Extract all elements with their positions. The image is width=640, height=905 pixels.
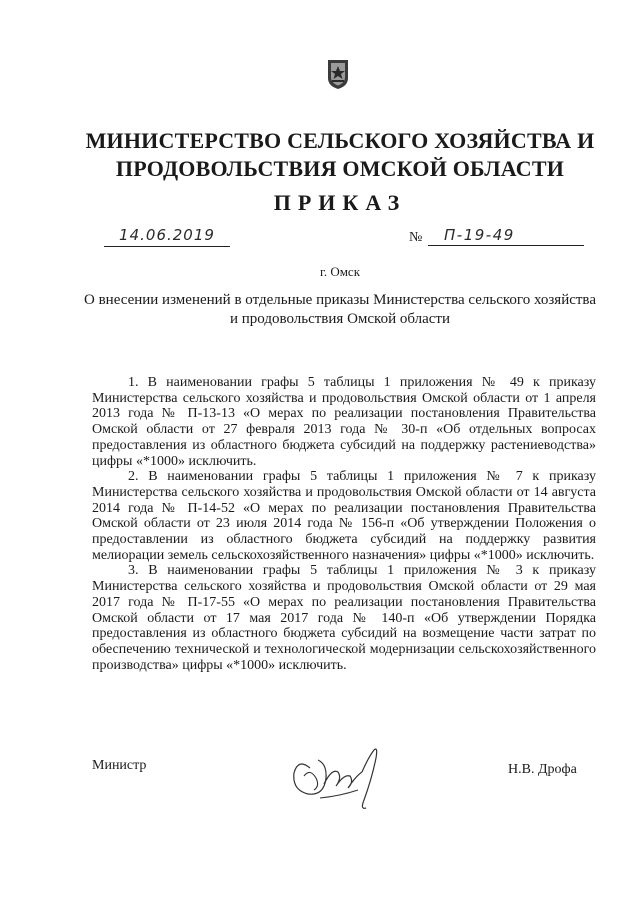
paragraph-3: 3. В наименовании графы 5 таблицы 1 приложения № 3 к приказу Министерства сельского хозяйства и продовольствия Омской области от 29 мая 2017 года № П-17-55 «О мерах по реализации постановления Правительства Омской области от 17 мая 2017 года № 140-п «Об утверждении Порядка предоставления из областного бюджета субсидий на возмещение части затрат по обеспечению технической и технологической модернизации сельскохозяйственного производства» цифры «*1000» исключить.: [92, 563, 596, 673]
ministry-name-line1: МИНИСТЕРСТВО СЕЛЬСКОГО ХОЗЯЙСТВА И: [85, 128, 595, 153]
order-date: 14.06.2019: [104, 226, 230, 247]
coat-of-arms-icon: [326, 58, 350, 90]
order-number: П-19-49: [428, 226, 584, 246]
handwritten-signature-icon: [280, 728, 390, 818]
paragraph-2: 2. В наименовании графы 5 таблицы 1 приложения № 7 к приказу Министерства сельского хозяйства и продовольствия Омской области от 14 августа 2014 года № П-14-52 «О мерах по реализации постановления Правительства Омской области от 23 июля 2014 года № 156-п «Об утверждении Положения о предоставлении из областного бюджета субсидий на поддержку развития мелиорации земель сельскохозяйственного назначения» цифры «*1000» исключить.: [92, 469, 596, 563]
signer-name: Н.В. Дрофа: [508, 762, 577, 777]
document-type-title: ПРИКАЗ: [273, 190, 407, 215]
order-body: [92, 375, 596, 673]
order-subject: О внесении изменений в отдельные приказы Министерства сельского хозяйства и продовольствия Омской области: [84, 292, 596, 327]
city-label: г. Омск: [319, 264, 361, 279]
number-label: №: [409, 230, 423, 245]
ministry-name-line2: ПРОДОВОЛЬСТВИЯ ОМСКОЙ ОБЛАСТИ: [115, 156, 565, 181]
signer-position: Министр: [92, 758, 147, 773]
paragraph-1: 1. В наименовании графы 5 таблицы 1 приложения № 49 к приказу Министерства сельского хозяйства и продовольствия Омской области от 1 апреля 2013 года № П-13-13 «О мерах по реализации постановления Правительства Омской области от 27 февраля 2013 года № 30-п «Об отдельных вопросах предоставления из областного бюджета субсидий на поддержку растениеводства» цифры «*1000» исключить.: [92, 375, 596, 469]
